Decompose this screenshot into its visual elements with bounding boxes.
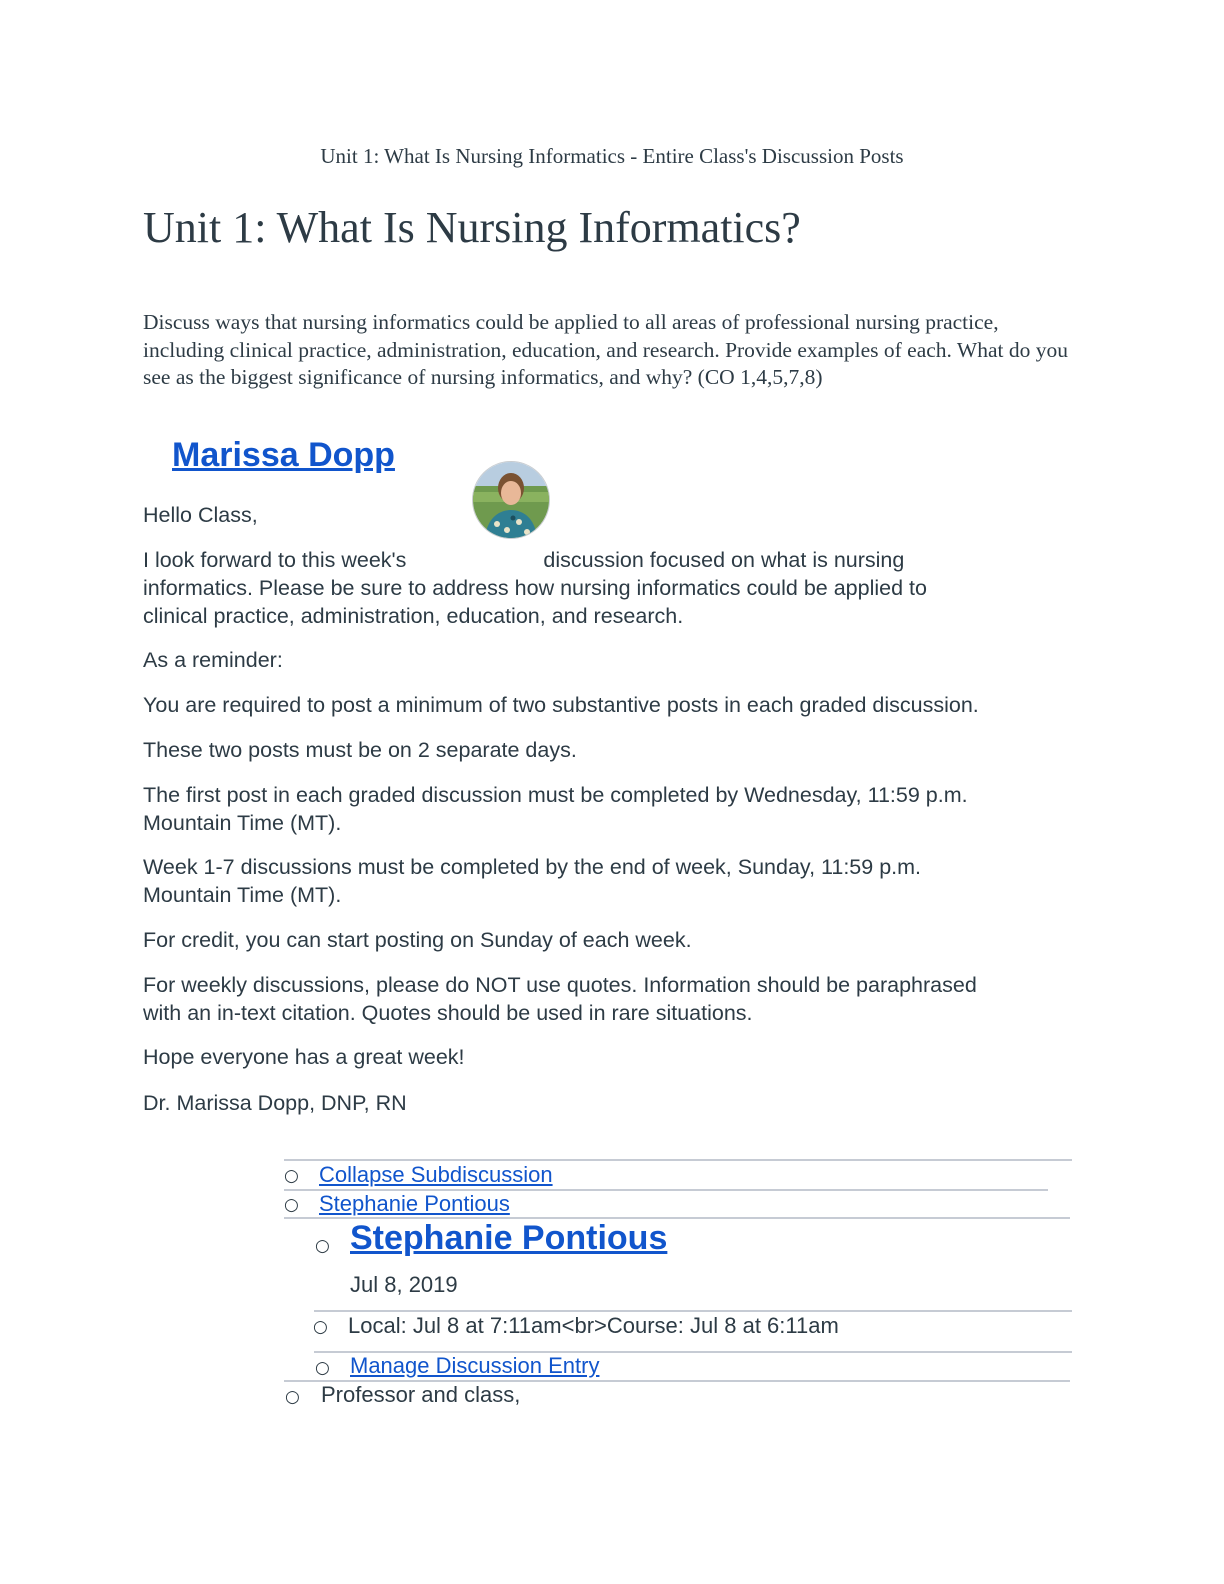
reminder-rule-6 — [143, 971, 1078, 1027]
thread-divider — [284, 1159, 1072, 1161]
list-bullet-icon: ○ — [284, 1166, 299, 1186]
reminder-rule-1: You are required to post a minimum of two substantive posts in each graded discussion. — [143, 693, 979, 717]
post-intro-part1: I look forward to this week's — [143, 548, 407, 572]
post-intro-line2: informatics. Please be sure to address how nursing informatics could be applied to — [143, 576, 927, 600]
discussion-prompt: Discuss ways that nursing informatics could be applied to all areas of professional nursing practice, including clinical practice, administration, education, and research. Provide examples of each. What do you see as the biggest significance of nursing informatics, and why? (CO 1,4,5,7,8) — [143, 310, 1068, 389]
reply-date: Jul 8, 2019 — [350, 1272, 458, 1297]
post-author — [172, 436, 395, 475]
thread-divider — [314, 1310, 1072, 1312]
post-intro — [143, 546, 1078, 630]
document-header: Unit 1: What Is Nursing Informatics - Entire Class's Discussion Posts — [320, 144, 904, 168]
post-signature: Dr. Marissa Dopp, DNP, RN — [143, 1091, 407, 1115]
reminder-rule-2: These two posts must be on 2 separate days. — [143, 738, 577, 762]
page-title: Unit 1: What Is Nursing Informatics? — [143, 203, 801, 252]
reply-timestamp: Local: Jul 8 at 7:11am<br>Course: Jul 8 at 6:11am — [348, 1313, 839, 1338]
post-intro-part2: discussion focused on what is nursing — [543, 548, 905, 572]
collapse-subdiscussion-link[interactable]: Collapse Subdiscussion — [319, 1162, 553, 1187]
list-bullet-icon: ○ — [315, 1236, 330, 1256]
list-bullet-icon: ○ — [315, 1358, 330, 1378]
reply-author-heading — [350, 1219, 667, 1258]
post-author-link[interactable]: Marissa Dopp — [172, 436, 395, 474]
reply-body-start: Professor and class, — [321, 1382, 521, 1407]
post-closing: Hope everyone has a great week! — [143, 1045, 465, 1069]
manage-discussion-entry-link[interactable]: Manage Discussion Entry — [350, 1353, 600, 1378]
post-intro-line3: clinical practice, administration, education, and research. — [143, 604, 684, 628]
reminder-rule-3 — [143, 781, 1078, 837]
reminder-rule-4-line1: Week 1-7 discussions must be completed by the end of week, Sunday, 11:59 p.m. — [143, 855, 922, 879]
reminder-rule-3-line1: The first post in each graded discussion must be completed by Wednesday, 11:59 p.m. — [143, 783, 968, 807]
list-bullet-icon: ○ — [313, 1317, 328, 1337]
reply-author-link[interactable]: Stephanie Pontious — [319, 1191, 510, 1216]
reminder-rule-4 — [143, 853, 1078, 909]
list-bullet-icon: ○ — [284, 1195, 299, 1215]
reply-author-heading-link[interactable]: Stephanie Pontious — [350, 1219, 668, 1257]
reminder-rule-5: For credit, you can start posting on Sunday of each week. — [143, 928, 692, 952]
reminder-rule-6-line1: For weekly discussions, please do NOT use quotes. Information should be paraphrased — [143, 973, 977, 997]
post-greeting: Hello Class, — [143, 503, 258, 527]
list-bullet-icon: ○ — [285, 1387, 300, 1407]
reminder-rule-4-line2: Mountain Time (MT). — [143, 883, 342, 907]
reminder-label: As a reminder: — [143, 648, 283, 672]
reminder-rule-6-line2: with an in-text citation. Quotes should be used in rare situations. — [143, 1001, 753, 1025]
reminder-rule-3-line2: Mountain Time (MT). — [143, 811, 342, 835]
